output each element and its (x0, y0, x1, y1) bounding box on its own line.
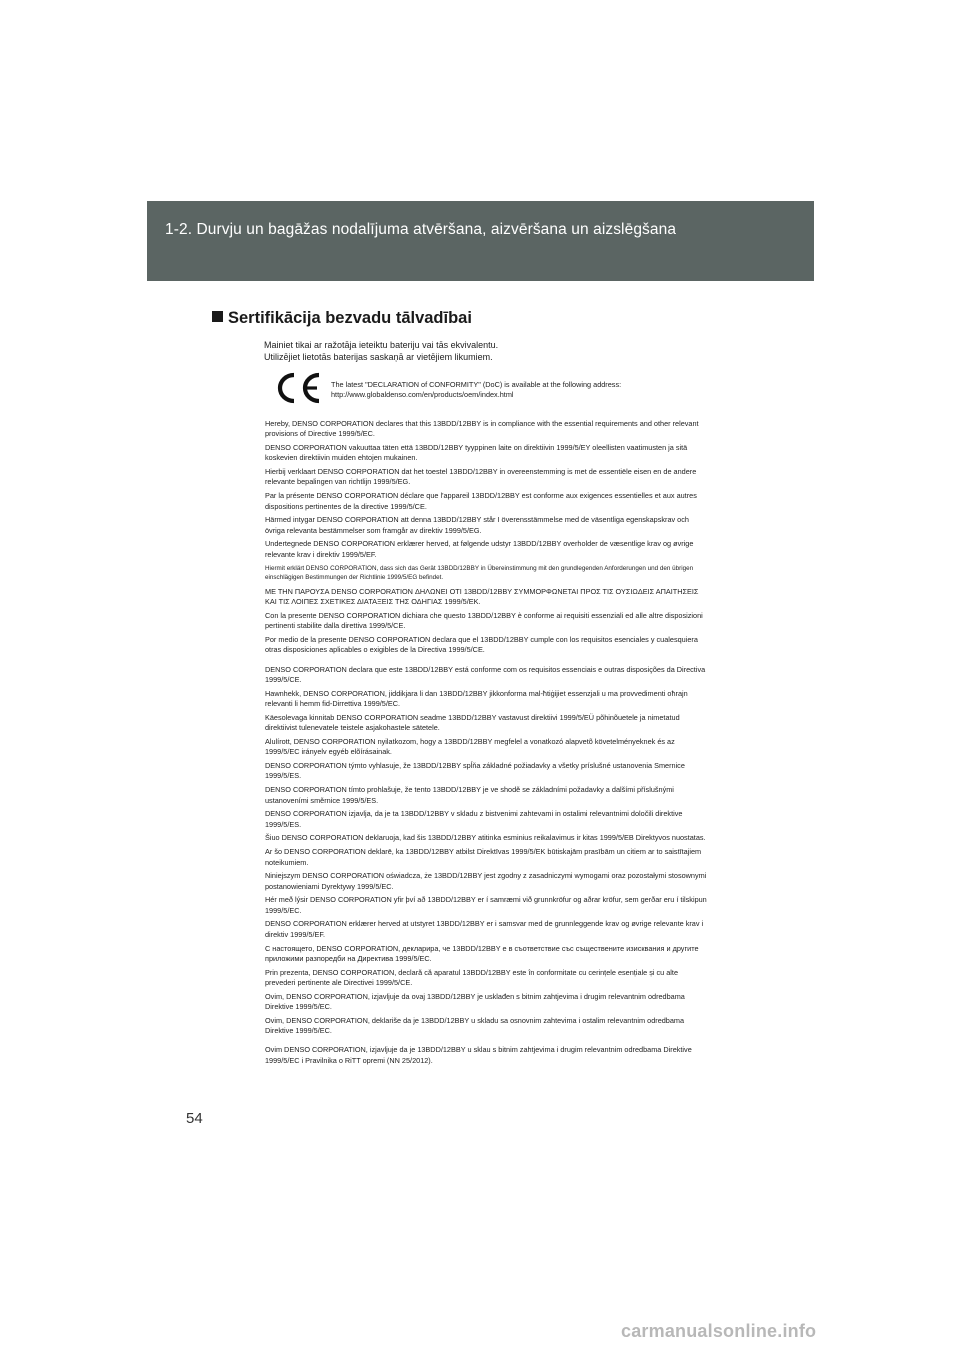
declaration-it: Con la presente DENSO CORPORATION dichiara che questo 13BDD/12BBY è conforme ai requisiti essenziali ed alle altre disposizioni pertinenti stabilite dalla direttiva 1999/5/CE. (265, 611, 703, 631)
battery-note-line-1: Mainiet tikai ar ražotāja ieteiktu bateriju vai tās ekvivalentu. (264, 340, 499, 350)
ce-mark-icon (273, 371, 323, 405)
declaration-sv: Härmed intygar DENSO CORPORATION att denna 13BDD/12BBY står I överensstämmelse med de väsentliga egenskapskrav och övriga relevanta bestämmelser som framgår av direktiv 1999/5/EG. (265, 515, 689, 535)
declaration-en: Hereby, DENSO CORPORATION declares that this 13BDD/12BBY is in compliance with the essential requirements and other relevant provisions of Directive 1999/5/EC. (265, 419, 699, 439)
declaration-sl: DENSO CORPORATION izjavlja, da je ta 13BDD/12BBY v skladu z bistvenimi zahtevami in ostalimi relevantnimi določili direktive 1999/5/ES. (265, 809, 683, 829)
page-number: 54 (186, 1110, 203, 1127)
site-watermark: carmanualsonline.info (621, 1321, 817, 1341)
declaration-mt: Hawnhekk, DENSO CORPORATION, jiddikjara li dan 13BDD/12BBY jikkonforma mal-ħtiġijiet essenzjali u ma provvedimenti oħrajn relevanti li hemm fid-Dirrettiva 1999/5/EC. (265, 688, 688, 709)
declaration-et: Käesolevaga kinnitab DENSO CORPORATION seadme 13BDD/12BBY vastavust direktiivi 1999/5/EÜ põhinõuetele ja nimetatud direktiivist tulenevatele teistele asjakohastele sätetele. (265, 712, 680, 733)
doc-note-line-1: The latest "DECLARATION of CONFORMITY" (DoC) is available at the following address: (331, 380, 622, 389)
declaration-pl: Niniejszym DENSO CORPORATION oświadcza, że 13BDD/12BBY jest zgodny z zasadniczymi wymogami oraz pozostałymi stosownymi postanowieniami Dyrektywy 1999/5/EC. (265, 871, 707, 891)
declaration-is: Hér með lýsir DENSO CORPORATION yfir því að 13BDD/12BBY er í samræmi við grunnkröfur og aðrar kröfur, sem gerðar eru í tilskipun 1999/5/EC. (265, 895, 707, 915)
declaration-bg: С настоящето, DENSO CORPORATION, декларира, че 13BDD/12BBY е в съответствие със съществените изисквания и другите приложими разпоредби на Директива 1999/5/ЕС. (265, 943, 699, 963)
doc-availability-note (331, 380, 711, 401)
declaration-lv: Ar šo DENSO CORPORATION deklarē, ka 13BDD/12BBY atbilst Direktīvas 1999/5/EK būtiskajām prasībām un citiem ar to saistītajiem noteikumiem. (265, 847, 702, 867)
declaration-lt: Šiuo DENSO CORPORATION deklaruoja, kad šis 13BDD/12BBY atitinka esminius reikalavimus ir kitas 1999/5/EB Direktyvos nuostatas. (265, 833, 706, 843)
chapter-header (147, 201, 814, 281)
declaration-es: Por medio de la presente DENSO CORPORATION declara que el 13BDD/12BBY cumple con los requisitos esenciales y cualesquiera otras disposiciones aplicables o exigibles de la Directiva 1999/5/CE. (265, 635, 698, 655)
declaration-de: Hiermit erklärt DENSO CORPORATION, dass sich das Gerät 13BDD/12BBY in Übereinstimmung mit den grundlegenden Anforderungen und den übrigen einschlägigen Bestimmungen der Richtlinie 1999/5/EG befindet. (265, 564, 694, 581)
declaration-no: DENSO CORPORATION erklærer herved at utstyret 13BDD/12BBY er i samsvar med de grunnleggende krav og øvrige relevante krav i direktiv 1999/5/EF. (265, 919, 704, 939)
declaration-da: Undertegnede DENSO CORPORATION erklærer herved, at følgende udstyr 13BDD/12BBY overholder de væsentlige krav og øvrige relevante krav i direktiv 1999/5/EF. (265, 539, 694, 559)
declaration-hu: Alulírott, DENSO CORPORATION nyilatkozom, hogy a 13BDD/12BBY megfelel a vonatkozó alapvetõ követelményeknek és az 1999/5/EC irányelv egyéb elõírásainak. (265, 737, 675, 757)
declaration-hr: Ovim, DENSO CORPORATION, izjavljuje da ovaj 13BDD/12BBY je usklađen s bitnim zahtjevima i drugim relevantnim odredbama Direktive 1999/5/EC. (265, 991, 685, 1012)
declaration-el: ΜΕ ΤΗΝ ΠΑΡΟΥΣΑ DENSO CORPORATION ΔΗΛΩΝΕΙ ΟΤΙ 13BDD/12BBY ΣΥΜΜΟΡΦΩΝΕΤΑΙ ΠΡΟΣ ΤΙΣ ΟΥΣΙΩΔΕΙΣ ΑΠΑΙΤΗΣΕΙΣ ΚΑΙ ΤΙΣ ΛΟΙΠΕΣ ΣΧΕΤΙΚΕΣ ΔΙΑΤΑΞΕΙΣ ΤΗΣ ΟΔΗΓΙΑΣ 1999/5/ΕΚ. (265, 586, 699, 607)
battery-note-line-2: Utilizējiet lietotās baterijas saskaņā ar vietējiem likumiem. (264, 352, 493, 362)
declaration-fi: DENSO CORPORATION vakuuttaa täten että 13BDD/12BBY tyyppinen laite on direktiivin 1999/5/EY oleellisten vaatimusten ja sitä koskevien direktiivin muiden ehtojen mukainen. (265, 443, 688, 463)
doc-url: http://www.globaldenso.com/en/products/oem/index.html (331, 390, 514, 400)
declaration-hr-ritt: Ovim DENSO CORPORATION, izjavljuje da je 13BDD/12BBY u sklau s bitnim zahtjevima i drugim relevantnim odredbama Direktive 1999/5/EC i Pravilnika o RiTT opremi (NN 25/2012). (265, 1045, 692, 1065)
declaration-sk: DENSO CORPORATION týmto vyhlasuje, že 13BDD/12BBY spĺňa základné požiadavky a všetky príslušné ustanovenia Smernice 1999/5/ES. (265, 761, 685, 781)
declaration-sr: Ovim, DENSO CORPORATION, deklariše da je 13BDD/12BBY u skladu sa osnovnim zahtevima i ostalim relevantnim odredbama Direktive 1999/5/EC. (265, 1015, 685, 1036)
square-bullet-icon (212, 311, 223, 322)
declaration-cs: DENSO CORPORATION tímto prohlašuje, že tento 13BDD/12BBY je ve shodě se základními požadavky a dalšími příslušnými ustanoveními směrnice 1999/5/ES. (265, 785, 674, 805)
battery-note (264, 339, 704, 363)
declaration-nl: Hierbij verklaart DENSO CORPORATION dat het toestel 13BDD/12BBY in overeenstemming is met de essentiële eisen en de andere relevante bepalingen van richtlijn 1999/5/EG. (265, 467, 697, 487)
section-heading (212, 309, 472, 328)
chapter-title: 1-2. Durvju un bagāžas nodalījuma atvēršana, aizvēršana un aizslēgšana (165, 221, 677, 238)
declaration-fr: Par la présente DENSO CORPORATION déclare que l'appareil 13BDD/12BBY est conforme aux exigences essentielles et aux autres dispositions pertinentes de la directive 1999/5/CE. (265, 491, 697, 511)
section-title: Sertifikācija bezvadu tālvadībai (228, 309, 472, 327)
declarations-list (265, 419, 710, 1070)
declaration-pt: DENSO CORPORATION declara que este 13BDD/12BBY está conforme com os requisitos essenciais e outras disposições da Directiva 1999/5/CE. (265, 664, 706, 685)
declaration-ro: Prin prezenta, DENSO CORPORATION, declară că aparatul 13BDD/12BBY este în conformitate cu cerințele esențiale și cu alte prevederi pertinente ale Directivei 1999/5/CE. (265, 967, 679, 987)
